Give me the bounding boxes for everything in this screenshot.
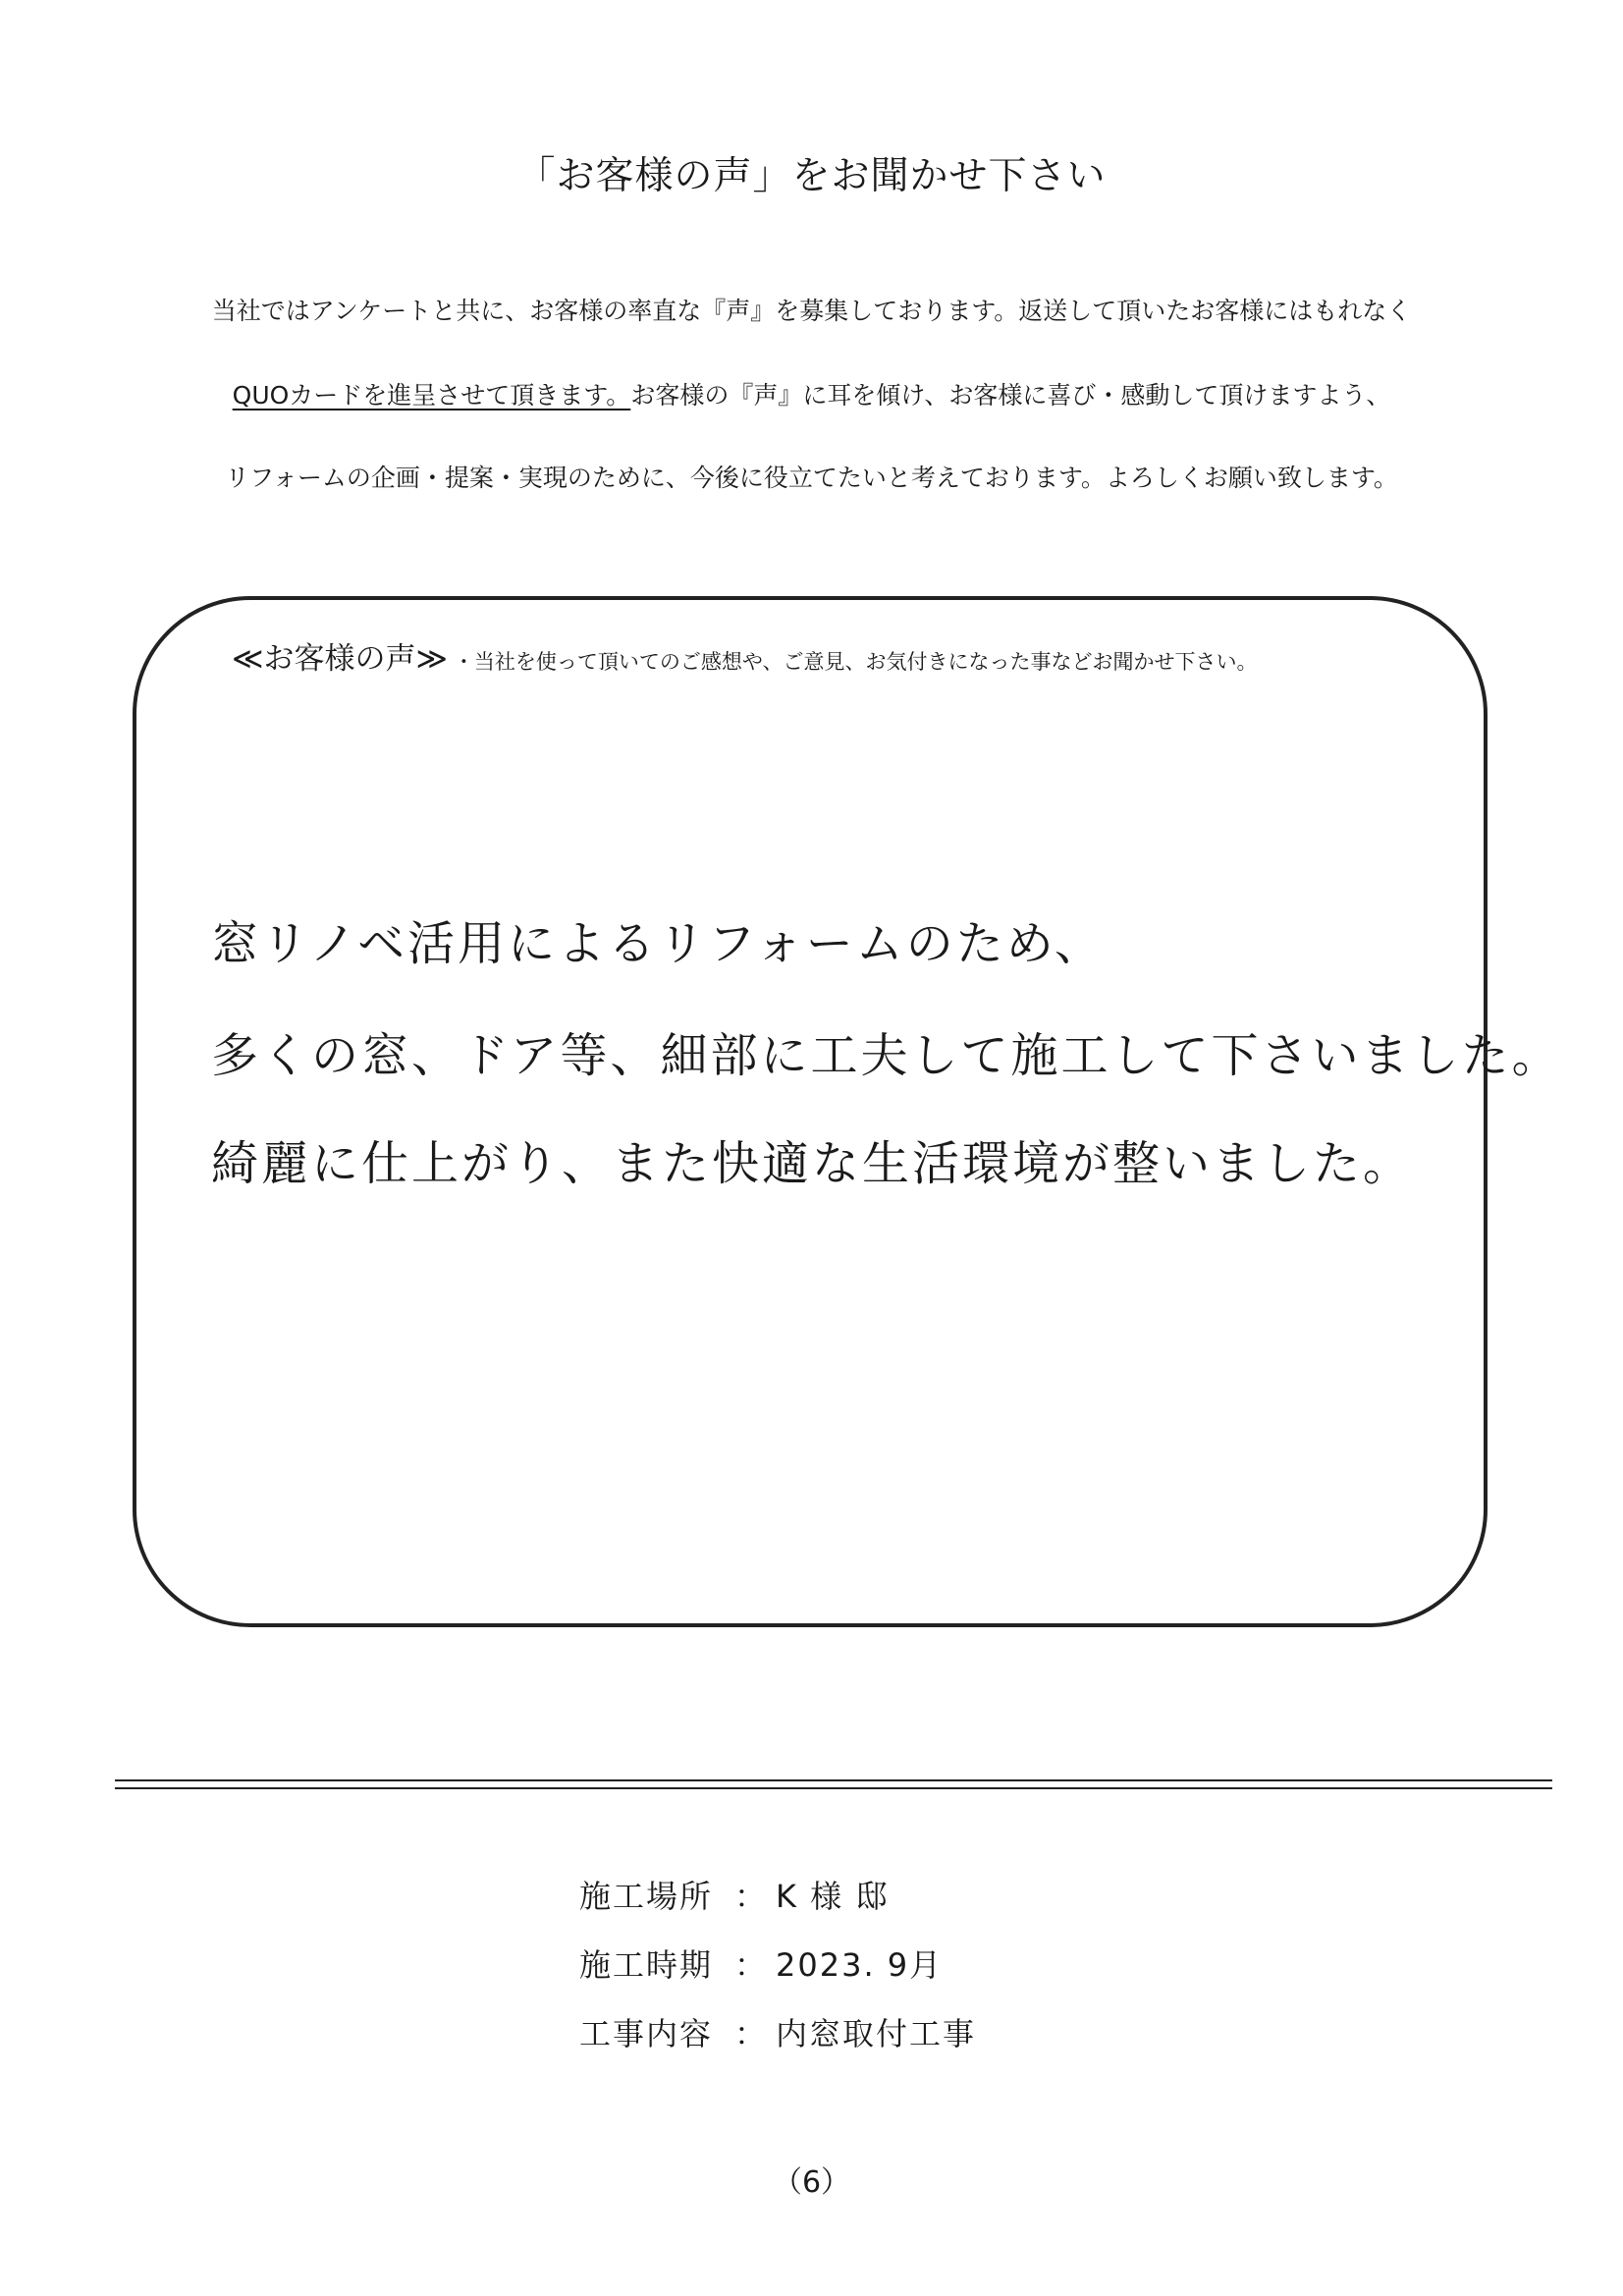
handwritten-comment-line-1: 窓リノベ活用によるリフォームのため、	[211, 916, 1105, 971]
page-title: 「お客様の声」をお聞かせ下さい	[516, 154, 1107, 198]
customer-voice-box	[133, 596, 1488, 1627]
divider-top	[115, 1779, 1552, 1781]
voice-box-header	[232, 633, 1257, 678]
intro-line-2	[0, 376, 1623, 411]
voice-box-label: ≪お客様の声≫	[232, 641, 448, 677]
page-number: （6）	[772, 2165, 851, 2200]
intro-line-1: 当社ではアンケートと共に、お客様の率直な『声』を募集しております。返送して頂いたお客様にはもれなく	[211, 297, 1412, 325]
intro-line-3: リフォームの企画・提案・実現のために、今後に役立てたいと考えております。よろしくお願い致します。	[225, 464, 1398, 492]
separator: ：	[733, 1878, 768, 1915]
intro-line-2-rest: お客様の『声』に耳を傾け、お客様に喜び・感動して頂けますよう、	[630, 381, 1391, 410]
construction-site-value: K 様 邸	[776, 1878, 890, 1915]
work-content-value: 内窓取付工事	[776, 2015, 977, 2052]
quo-card-note: QUOカードを進呈させて頂きます。	[232, 381, 631, 410]
construction-period-label: 施工時期	[579, 1946, 714, 1984]
handwritten-comment-line-2: 多くの窓、ドア等、細部に工夫して施工して下さいました。	[211, 1028, 1562, 1083]
separator: ：	[733, 2015, 768, 2052]
construction-site-row	[579, 1872, 889, 1917]
separator: ：	[733, 1946, 768, 1984]
construction-period-value: 2023. 9月	[776, 1946, 944, 1984]
voice-box-instruction: ・当社を使って頂いてのご感想や、ご意見、お気付きになった事などお聞かせ下さい。	[453, 650, 1258, 674]
work-content-label: 工事内容	[579, 2015, 714, 2052]
handwritten-comment-line-3: 綺麗に仕上がり、また快適な生活環境が整いました。	[211, 1136, 1414, 1191]
work-content-row	[579, 2009, 976, 2054]
divider-bottom	[115, 1787, 1552, 1789]
construction-site-label: 施工場所	[579, 1878, 714, 1915]
construction-period-row	[579, 1941, 943, 1986]
